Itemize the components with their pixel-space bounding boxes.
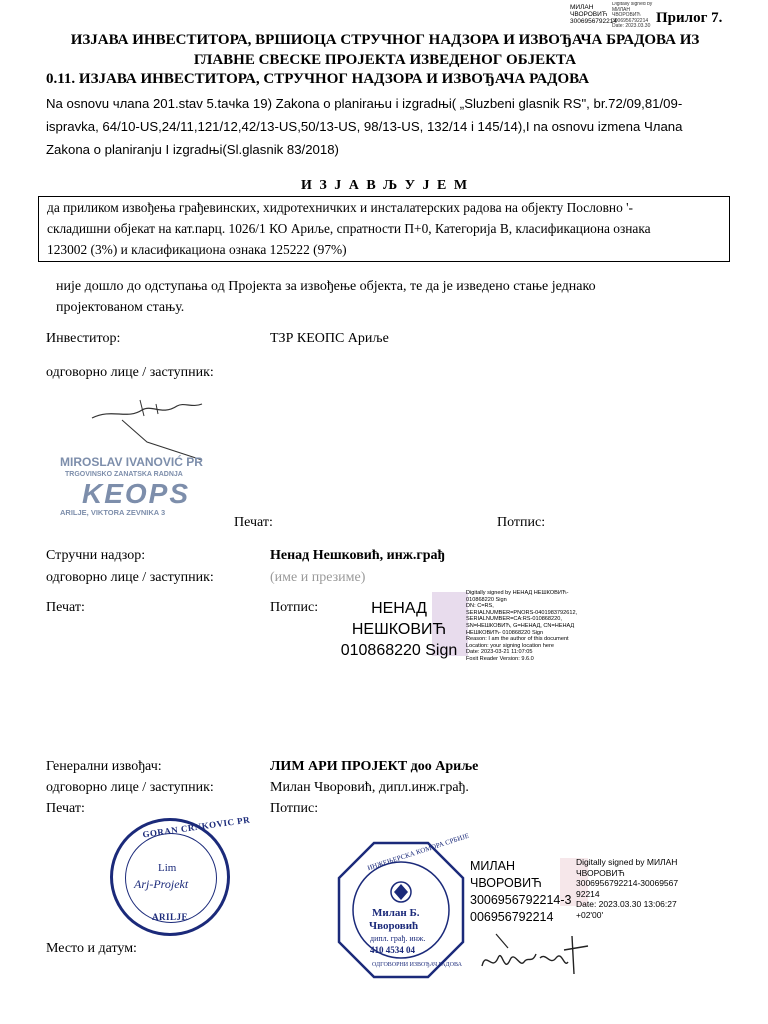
sig-detail-line: SERIALNUMBER=CA:RS-010868220, — [466, 616, 562, 623]
stamp1-center-2: Arj-Projekt — [134, 877, 189, 891]
intro-line-3: Zakona o planiranju I izgradњi(Sl.glasnik 83/2018) — [46, 142, 339, 157]
title-line-2: ГЛАВНЕ СВЕСКЕ ПРОЈЕКТА ИЗВЕДЕНОГ ОБЈЕКТА — [193, 52, 577, 68]
supervision-signature-label: Потпис: — [270, 600, 319, 615]
contractor-sig-name-3: 3006956792214-3 — [470, 893, 572, 907]
supervision-label: Стручни надзор: — [46, 548, 146, 563]
contractor-rep-value: Милан Чворовић, дипл.инж.грађ. — [270, 780, 469, 795]
keops-stamp-address: ARILJE, VIKTORA ZEVNIKA 3 — [60, 508, 166, 517]
contractor-sig-name-1: МИЛАН — [470, 859, 515, 873]
investor-label: Инвеститор: — [46, 331, 121, 346]
statement-line-1: није дошло до одступања од Пројекта за извођење објекта, те да је изведено стање једнако — [56, 279, 596, 294]
stamp2-title: дипл. грађ. инж. — [370, 934, 426, 943]
contractor-sig-name-4: 006956792214 — [470, 910, 554, 924]
declaration-line-1: да приликом извођења грађевинских, хидротехничких и инсталатерских радова на објекту Пословно '- — [47, 200, 633, 215]
contractor-handwritten-signature — [476, 928, 596, 984]
sig-detail-line: Reason: I am the author of this document — [466, 636, 569, 643]
supervision-stamp-label: Печат: — [46, 600, 85, 615]
sig-detail-line: Foxit Reader Version: 9.6.0 — [466, 655, 534, 662]
top-signature-name-line1: МИЛАН — [570, 4, 594, 11]
sig-detail-line: DN: C=RS, — [466, 603, 494, 610]
supervision-signature-name — [332, 598, 466, 661]
statement-line-2: пројектованом стању. — [56, 300, 185, 315]
stamp2-number: 410 4534 04 — [370, 945, 415, 955]
top-signature-name-line2: ЧВОРОВИЋ — [570, 11, 608, 18]
intro-paragraph — [46, 92, 746, 161]
section-heading: 0.11. ИЗЈАВА ИНВЕСТИТОРА, СТРУЧНОГ НАДЗОРА И ИЗВОЂАЧА РАДОВА — [46, 71, 590, 87]
investor-rep-label: одговорно лице / заступник: — [46, 365, 214, 380]
stamp1-city: ARILJE — [152, 912, 189, 922]
investor-signature-label: Потпис: — [497, 515, 546, 530]
contractor-label: Генерални извођач: — [46, 759, 162, 774]
stamp2-ring-text: ИНЖЕЊЕРСКА КОМОРА СРБИЈЕ — [366, 831, 471, 873]
keops-stamp-name: MIROSLAV IVANOVIĆ PR — [60, 455, 203, 469]
contractor-rep-label: одговорно лице / заступник: — [46, 780, 214, 795]
supervision-signature-details — [466, 590, 616, 663]
contractor-sig-name-2: ЧВОРОВИЋ — [470, 876, 542, 890]
keops-stamp-sub: TRGOVINSKO ZANATSKA RADNJA — [65, 471, 183, 478]
supervision-sig-name-3: 010868220 Sign — [340, 642, 458, 659]
contractor-signature-label: Потпис: — [270, 801, 319, 816]
document-title — [40, 30, 730, 70]
title-line-1: ИЗЈАВА ИНВЕСТИТОРА, ВРШИОЦА СТРУЧНОГ НАДЗОРА И ИЗВОЂАЧА БРАДОВА ИЗ — [70, 32, 700, 48]
annex-label: Прилог 7. — [656, 10, 723, 26]
place-date-label: Место и датум: — [46, 941, 137, 956]
contractor-signature-name — [470, 858, 572, 926]
contractor-sig-detail-3: 3006956792214-30069567 — [576, 878, 679, 888]
investor-stamp-label: Печат: — [234, 515, 273, 530]
contractor-value: ЛИМ АРИ ПРОЈЕКТ доо Ариље — [270, 759, 479, 774]
stamp2-name: Милан Б. — [372, 907, 420, 919]
supervision-rep-placeholder: (име и презиме) — [270, 570, 366, 585]
declare-heading: И З Ј А В Љ У Ј Е М — [300, 178, 470, 193]
statement — [56, 276, 596, 318]
investor-value: ТЗР КЕОПС Ариље — [270, 331, 389, 346]
contractor-sig-detail-4: 92214 — [576, 888, 600, 899]
sig-detail-line: SERIALNUMBER=PNORS-0401983792612, — [466, 609, 578, 616]
contractor-sig-detail-2: ЧВОРОВИЋ — [576, 867, 625, 878]
stamp2-surname: Чворовић — [369, 920, 419, 932]
supervision-sig-name-1: НЕНАД — [371, 600, 427, 617]
intro-line-1: Na osnovu члana 201.stav 5.taчka 19) Zakona o planiraњu i izgradњi( „Sluzbeni glasnik RS", br.72/09,81/09- — [46, 96, 683, 111]
sig-detail-line: Date: 2023-03-21 11:07:05 — [466, 649, 533, 656]
stamp1-center-1: Lim — [158, 862, 177, 874]
keops-stamp-logo: KEOPS — [82, 478, 191, 509]
contractor-sig-detail-5: Date: 2023.03.30 13:06:27 — [576, 899, 677, 909]
supervision-rep-label: одговорно лице / заступник: — [46, 570, 214, 585]
contractor-stamp-label: Печат: — [46, 801, 85, 816]
sig-detail-line: Location: your signing location here — [466, 642, 555, 649]
intro-line-2: ispravka, 64/10-US,24/11,121/12,42/13-US,50/13-US, 98/13-US, 132/14 i 145/14),I na osnovu izmena Члana — [46, 119, 683, 134]
sig-detail-line: 010868220 Sign — [466, 596, 507, 603]
top-signature-details: Digitally signed by МИЛАН ЧВОРОВИЋ 3006956792214 Date: 2023.03.30 — [612, 2, 653, 28]
contractor-sig-detail-1: Digitally signed by МИЛАН — [576, 857, 678, 867]
sig-detail-line: НЕШКОВИЋ- 010868220 Sign — [466, 629, 544, 636]
stamp2-bottom-text: ОДГОВОРНИ ИЗВОЂАЧ РАДОВА — [372, 962, 462, 968]
sig-detail-line: Digitally signed by НЕНАД НЕШКОВИЋ- — [466, 590, 569, 596]
handwritten-signature-scribble-icon — [476, 928, 596, 984]
declaration-line-3: 123002 (3%) и класификациона ознака 125222 (97%) — [47, 242, 347, 257]
declaration-box — [38, 196, 730, 262]
contractor-signature-details — [576, 857, 678, 920]
sig-detail-line: SN=НЕШКОВИЋ, G=НЕНАД, CN=НЕНАД — [466, 622, 575, 629]
stamp1-ring-text: GORAN CRNKOVIC PR — [141, 814, 251, 840]
top-signature-name-line3: 3006956792214 — [570, 18, 617, 25]
declaration-line-2: складишни објекат на кат.парц. 1026/1 КО Ариље, спратности П+0, Категорија В, класификациона ознака — [47, 221, 651, 236]
contractor-sig-detail-6: +02'00' — [576, 909, 604, 920]
supervision-value: Ненад Нешковић, инж.грађ — [270, 548, 446, 563]
supervision-sig-name-2: НЕШКОВИЋ — [351, 621, 447, 638]
